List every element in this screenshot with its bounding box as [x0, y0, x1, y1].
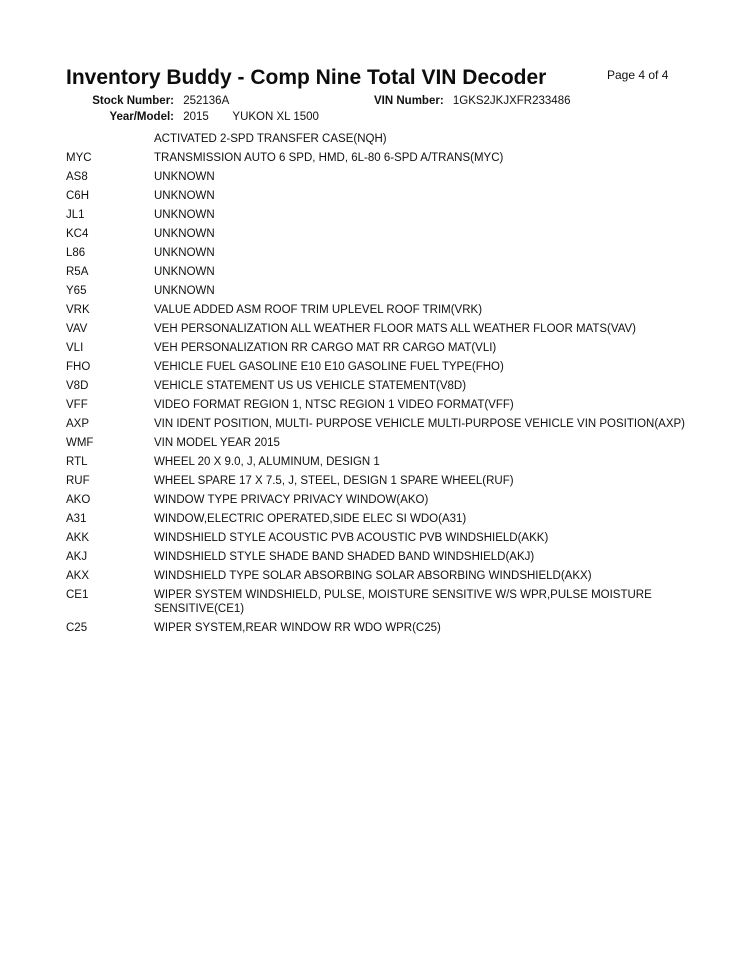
- option-row: [66, 569, 686, 583]
- vin-number-label: VIN Number:: [374, 95, 444, 107]
- option-description: WINDSHIELD TYPE SOLAR ABSORBING SOLAR ABSORBING WINDSHIELD(AKX): [154, 570, 592, 582]
- option-description: UNKNOWN: [154, 228, 215, 240]
- option-row: [66, 246, 686, 260]
- option-row: [66, 417, 686, 431]
- option-row: [66, 341, 686, 355]
- option-code: AXP: [66, 418, 90, 430]
- option-code: C6H: [66, 190, 90, 202]
- option-description: VIN MODEL YEAR 2015: [154, 437, 280, 449]
- option-row: [66, 265, 686, 279]
- stock-number-label: Stock Number:: [92, 95, 174, 107]
- option-code: VAV: [66, 323, 88, 335]
- option-description: WHEEL SPARE 17 X 7.5, J, STEEL, DESIGN 1 SPARE WHEEL(RUF): [154, 475, 514, 487]
- option-description: WIPER SYSTEM WINDSHIELD, PULSE, MOISTURE SENSITIVE W/S WPR,PULSE MOISTURE SENSITIVE(CE1): [154, 589, 652, 615]
- option-row: [66, 284, 686, 298]
- option-code: VLI: [66, 342, 84, 354]
- option-row: [66, 621, 686, 635]
- option-code: AKK: [66, 532, 90, 544]
- page-number: Page 4 of 4: [607, 68, 669, 82]
- option-description: VIN IDENT POSITION, MULTI- PURPOSE VEHICLE MULTI-PURPOSE VEHICLE VIN POSITION(AXP): [154, 418, 686, 430]
- option-row: [66, 189, 686, 203]
- option-row: [66, 398, 686, 412]
- option-row: [66, 588, 686, 616]
- option-code: Y65: [66, 285, 87, 297]
- option-description: UNKNOWN: [154, 190, 215, 202]
- model-value: YUKON XL 1500: [232, 111, 319, 123]
- stock-number-field: [66, 95, 229, 107]
- option-description: TRANSMISSION AUTO 6 SPD, HMD, 6L-80 6-SPD A/TRANS(MYC): [154, 152, 504, 164]
- option-row: [66, 360, 686, 374]
- option-code: A31: [66, 513, 87, 525]
- option-description: UNKNOWN: [154, 209, 215, 221]
- option-code: V8D: [66, 380, 89, 392]
- option-code: MYC: [66, 152, 92, 164]
- option-code: C25: [66, 622, 88, 634]
- option-code: FHO: [66, 361, 91, 373]
- option-row: [66, 227, 686, 241]
- option-code: VFF: [66, 399, 88, 411]
- option-code: RUF: [66, 475, 90, 487]
- option-description: WIPER SYSTEM,REAR WINDOW RR WDO WPR(C25): [154, 622, 441, 634]
- option-row: [66, 151, 686, 165]
- option-row: [66, 512, 686, 526]
- option-row: [66, 531, 686, 545]
- option-description: VALUE ADDED ASM ROOF TRIM UPLEVEL ROOF TRIM(VRK): [154, 304, 483, 316]
- vin-number-value: 1GKS2JKJXFR233486: [452, 95, 571, 107]
- report-title: Inventory Buddy - Comp Nine Total VIN Decoder: [66, 66, 547, 89]
- option-row: [66, 455, 686, 469]
- year-value: 2015: [183, 111, 209, 123]
- option-row: [66, 436, 686, 450]
- option-code: CE1: [66, 589, 89, 601]
- option-description: VIDEO FORMAT REGION 1, NTSC REGION 1 VIDEO FORMAT(VFF): [154, 399, 514, 411]
- option-description: WHEEL 20 X 9.0, J, ALUMINUM, DESIGN 1: [154, 456, 380, 468]
- option-description: UNKNOWN: [154, 171, 215, 183]
- option-code: L86: [66, 247, 86, 259]
- option-code: AKX: [66, 570, 90, 582]
- year-model-label: Year/Model:: [109, 111, 174, 123]
- option-description: VEH PERSONALIZATION ALL WEATHER FLOOR MATS ALL WEATHER FLOOR MATS(VAV): [154, 323, 637, 335]
- option-description: VEH PERSONALIZATION RR CARGO MAT RR CARGO MAT(VLI): [154, 342, 497, 354]
- option-description: UNKNOWN: [154, 266, 215, 278]
- option-row: [66, 303, 686, 317]
- year-model-field: [66, 111, 319, 123]
- option-row: [66, 208, 686, 222]
- continued-option-line: ACTIVATED 2-SPD TRANSFER CASE(NQH): [154, 133, 387, 145]
- option-code: JL1: [66, 209, 85, 221]
- option-description: WINDOW TYPE PRIVACY PRIVACY WINDOW(AKO): [154, 494, 429, 506]
- option-code: AKJ: [66, 551, 88, 563]
- option-row: [66, 379, 686, 393]
- option-row: [66, 474, 686, 488]
- stock-number-value: 252136A: [183, 95, 230, 107]
- option-code: KC4: [66, 228, 89, 240]
- option-row: [66, 170, 686, 184]
- option-row: [66, 493, 686, 507]
- option-code: RTL: [66, 456, 88, 468]
- option-code: AKO: [66, 494, 91, 506]
- option-description: WINDOW,ELECTRIC OPERATED,SIDE ELEC SI WDO(A31): [154, 513, 467, 525]
- option-description: WINDSHIELD STYLE ACOUSTIC PVB ACOUSTIC PVB WINDSHIELD(AKK): [154, 532, 549, 544]
- option-code: WMF: [66, 437, 94, 449]
- option-description: UNKNOWN: [154, 285, 215, 297]
- option-description: UNKNOWN: [154, 247, 215, 259]
- vin-number-field: [374, 95, 570, 107]
- option-description: WINDSHIELD STYLE SHADE BAND SHADED BAND WINDSHIELD(AKJ): [154, 551, 535, 563]
- option-code: R5A: [66, 266, 89, 278]
- option-description: VEHICLE STATEMENT US US VEHICLE STATEMENT(V8D): [154, 380, 467, 392]
- option-code: VRK: [66, 304, 90, 316]
- option-description: VEHICLE FUEL GASOLINE E10 E10 GASOLINE FUEL TYPE(FHO): [154, 361, 504, 373]
- option-code: AS8: [66, 171, 88, 183]
- option-row: [66, 322, 686, 336]
- option-row: [66, 550, 686, 564]
- option-code-list: [66, 151, 686, 640]
